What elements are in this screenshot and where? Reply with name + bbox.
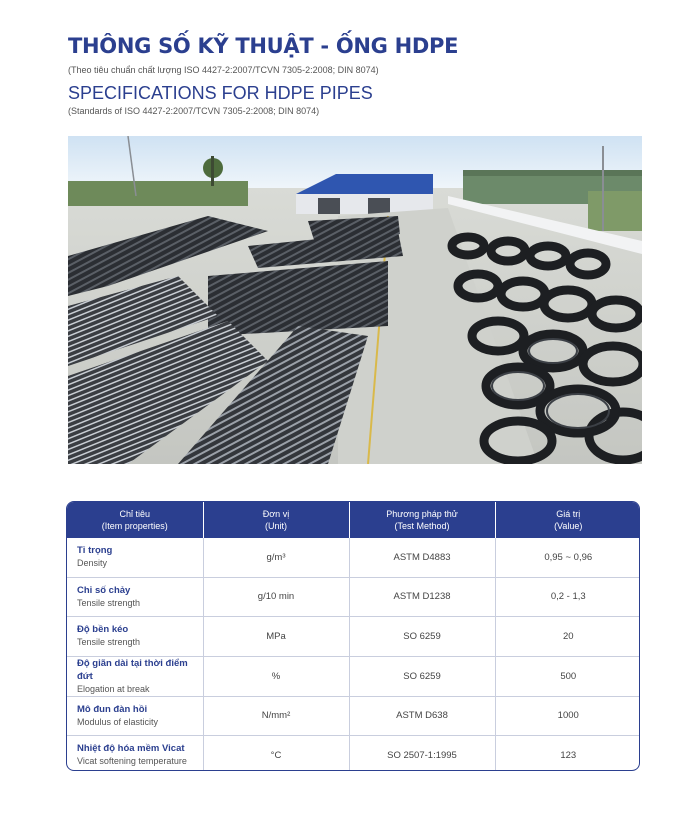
value-cell: 0,95 ~ 0,96	[544, 551, 593, 563]
unit-cell: N/mm²	[203, 696, 349, 736]
value-cell: 500	[495, 656, 640, 696]
unit-cell: %	[203, 656, 349, 696]
page-title-vi: THÔNG SỐ KỸ THUẬT - ỐNG HDPE	[68, 34, 459, 58]
table-row	[67, 656, 640, 696]
table-row	[67, 736, 640, 772]
table-row	[67, 538, 640, 577]
property-cell: Độ giãn dài tại thời điểm đứt Elogation at break	[67, 656, 203, 696]
method-cell: SO 6259	[349, 656, 495, 696]
table-row	[67, 696, 640, 736]
table-row	[67, 617, 640, 657]
pipe-yard-illustration	[68, 136, 642, 464]
method-cell: ASTM D638	[349, 696, 495, 736]
column-header-method: Phương pháp thử (Test Method)	[349, 502, 495, 538]
value-cell: 1000	[495, 696, 640, 736]
property-cell: Nhiệt độ hóa mềm Vicat Vicat softening temperature	[67, 736, 203, 772]
pipe-yard-photo	[68, 136, 642, 464]
standards-note-vi: (Theo tiêu chuẩn chất lượng ISO 4427-2:2007/TCVN 7305-2:2008; DIN 8074)	[68, 65, 379, 75]
method-cell: SO 2507-1:1995	[349, 736, 495, 772]
property-cell: Chỉ số chảy Tensile strength	[67, 577, 203, 617]
unit-cell: MPa	[203, 617, 349, 657]
method-cell: SO 6259	[349, 617, 495, 657]
value-cell: 20	[495, 617, 640, 657]
method-cell: ASTM D1238	[349, 577, 495, 617]
method-cell: ASTM D4883	[349, 538, 495, 577]
value-cell: 0,2 - 1,3	[495, 577, 640, 617]
specifications-table	[66, 501, 640, 771]
property-cell: Độ bền kéo Tensile strength	[67, 617, 203, 657]
property-cell: Tỉ trọng Density	[67, 538, 203, 577]
unit-cell: °C	[203, 736, 349, 772]
standards-note-en: (Standards of ISO 4427-2:2007/TCVN 7305-2:2008; DIN 8074)	[68, 106, 320, 116]
unit-cell: g/10 min	[203, 577, 349, 617]
value-cell: 123	[495, 736, 640, 772]
property-cell: Mô đun đàn hồi Modulus of elasticity	[67, 696, 203, 736]
page-title-en: SPECIFICATIONS FOR HDPE PIPES	[68, 83, 373, 103]
unit-cell: g/m³	[203, 538, 349, 577]
column-header-property: Chỉ tiêu (Item properties)	[67, 502, 203, 538]
table-row	[67, 577, 640, 617]
column-header-unit: Đơn vị (Unit)	[203, 502, 349, 538]
table-header-row	[67, 502, 640, 538]
column-header-value: Giá trị (Value)	[495, 502, 640, 538]
